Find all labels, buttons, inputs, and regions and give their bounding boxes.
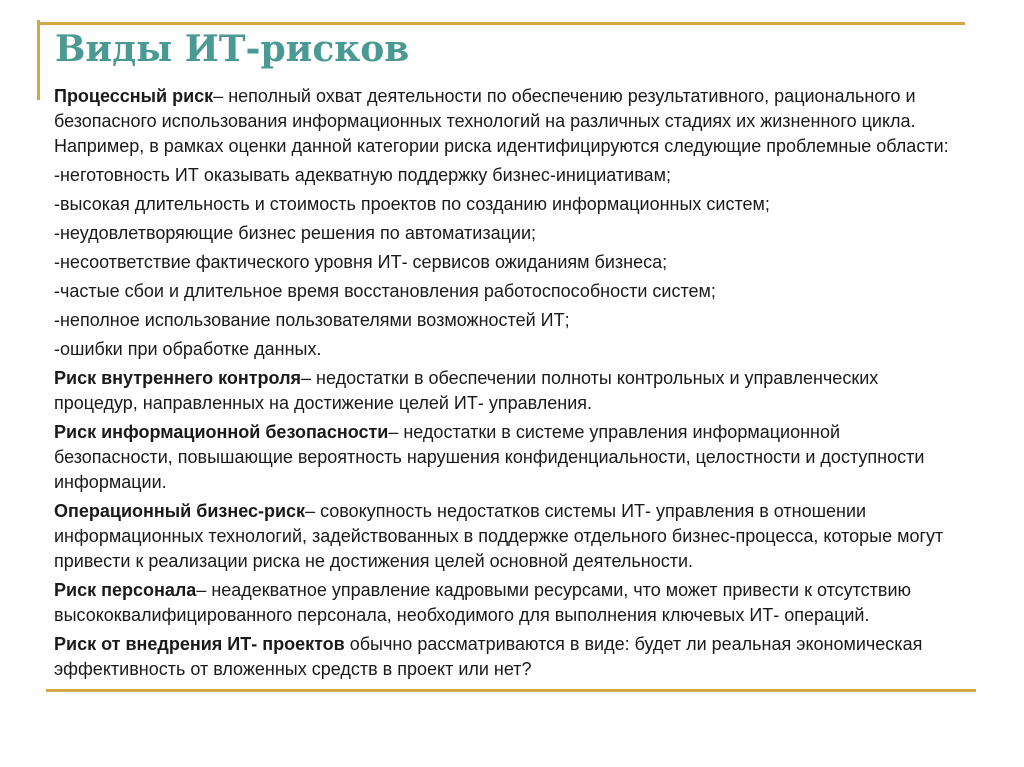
term-operational-risk: Операционный бизнес-риск: [54, 501, 306, 521]
bullet-item: -неготовность ИТ оказывать адекватную поддержку бизнес-инициативам;: [54, 165, 671, 185]
slide-title: Виды ИТ-рисков: [55, 28, 410, 70]
bullet-item: -несоответствие фактического уровня ИТ- сервисов ожиданиям бизнеса;: [54, 252, 668, 272]
top-divider-line: [37, 22, 965, 25]
term-process-risk: Процессный риск: [54, 86, 214, 106]
paragraph-infosec-risk: [54, 420, 954, 495]
paragraph-personnel-risk: [54, 578, 954, 628]
paragraph-internal-control-risk: [54, 366, 954, 416]
definition-process-risk: – неполный охват деятельности по обеспечению результативного, рационального и безопасного использования информационных технологий на различных стадиях их жизненного цикла. Например, в рамках оценки данной категории риска идентифицируются следующие проблемные области:: [54, 86, 949, 156]
term-internal-control-risk: Риск внутреннего контроля: [54, 368, 302, 388]
definition-personnel-risk: – неадекватное управление кадровыми ресурсами, что может привести к отсутствию высококвалифицированного персонала, необходимого для выполнения ключевых ИТ- операций.: [54, 580, 912, 625]
paragraph-operational-risk: [54, 499, 954, 574]
paragraph-process-risk: [54, 84, 954, 159]
definition-it-project-risk: обычно рассматриваются в виде: будет ли реальная экономическая эффективность от вложенных средств в проект или нет?: [54, 634, 923, 679]
term-infosec-risk: Риск информационной безопасности: [54, 422, 389, 442]
bullet-item: -ошибки при обработке данных.: [54, 339, 322, 359]
definition-operational-risk: – совокупность недостатков системы ИТ- управления в отношении информационных технологий, задействованных в поддержке отдельного бизнес-процесса, которые могут привести к реализации риска не достижения целей основной деятельности.: [54, 501, 944, 571]
slide-content: [54, 84, 954, 686]
bullet-item: -неполное использование пользователями возможностей ИТ;: [54, 310, 570, 330]
bullet-item: -неудовлетворяющие бизнес решения по автоматизации;: [54, 223, 537, 243]
term-personnel-risk: Риск персонала: [54, 580, 197, 600]
term-it-project-risk: Риск от внедрения ИТ- проектов: [54, 634, 345, 654]
definition-infosec-risk: – недостатки в системе управления информационной безопасности, повышающие вероятность нарушения конфиденциальности, целостности и доступности информации.: [54, 422, 925, 492]
bottom-divider-line: [46, 689, 976, 692]
bullet-item: -частые сбои и длительное время восстановления работоспособности систем;: [54, 281, 716, 301]
bullet-item: -высокая длительность и стоимость проектов по созданию информационных систем;: [54, 194, 770, 214]
paragraph-it-project-risk: [54, 632, 954, 682]
definition-internal-control-risk: – недостатки в обеспечении полноты контрольных и управленческих процедур, направленных на достижение целей ИТ- управления.: [54, 368, 879, 413]
left-accent-line: [37, 20, 40, 100]
